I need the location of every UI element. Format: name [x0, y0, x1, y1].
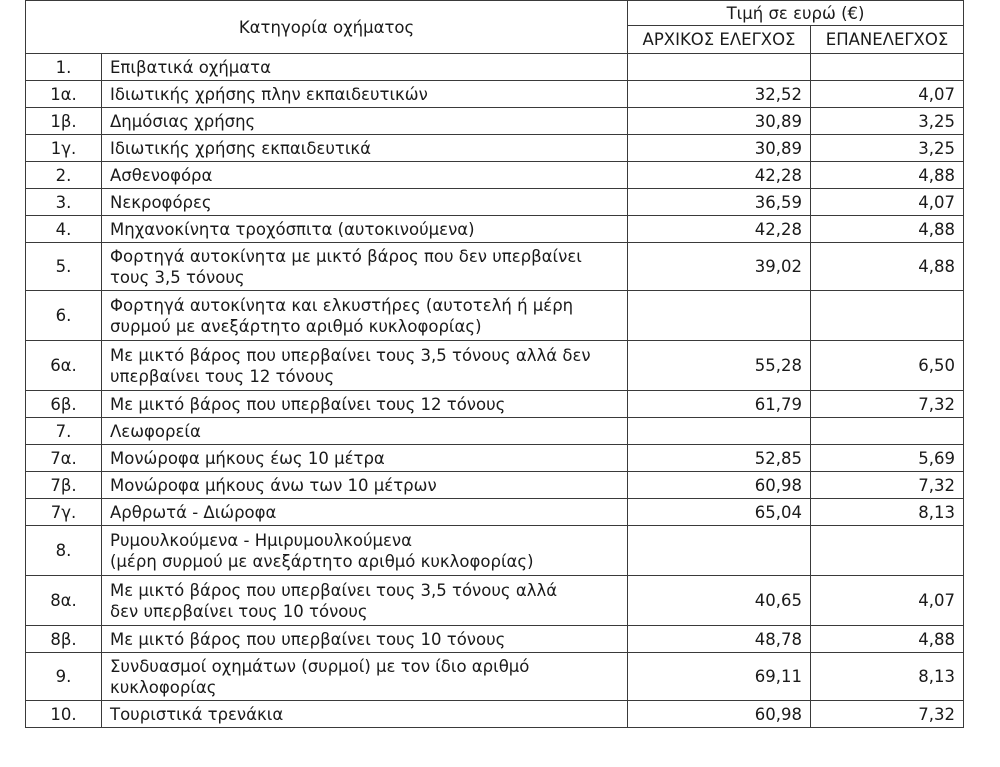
row-number: 8. [26, 526, 102, 576]
row-initial-price: 42,28 [628, 216, 811, 243]
table-row [26, 445, 964, 472]
inspection-fee-table [25, 0, 964, 728]
row-initial-price: 52,85 [628, 445, 811, 472]
row-number: 7β. [26, 472, 102, 499]
table-row [26, 653, 964, 701]
row-reinspection-price [811, 54, 964, 81]
row-category: Αρθρωτά - Διώροφα [102, 499, 628, 526]
row-initial-price: 36,59 [628, 189, 811, 216]
row-reinspection-price: 3,25 [811, 135, 964, 162]
row-number: 9. [26, 653, 102, 701]
category-line: Συνδυασμοί οχημάτων (συρμοί) με τον ίδιο αριθμό [110, 656, 530, 676]
category-line: τους 3,5 τόνους [110, 267, 245, 287]
row-reinspection-price: 4,88 [811, 626, 964, 653]
row-category [102, 653, 628, 701]
row-initial-price: 55,28 [628, 341, 811, 391]
row-category [102, 243, 628, 291]
row-reinspection-price [811, 291, 964, 341]
row-reinspection-price [811, 418, 964, 445]
row-initial-price [628, 526, 811, 576]
row-category: Τουριστικά τρενάκια [102, 701, 628, 728]
row-number: 6β. [26, 391, 102, 418]
table-body [26, 54, 964, 728]
table-row [26, 81, 964, 108]
table-row [26, 108, 964, 135]
category-line: κυκλοφορίας [110, 677, 217, 697]
row-number: 3. [26, 189, 102, 216]
row-reinspection-price: 8,13 [811, 653, 964, 701]
header-initial-inspection: ΑΡΧΙΚΟΣ ΕΛΕΓΧΟΣ [628, 26, 811, 54]
row-category [102, 526, 628, 576]
row-initial-price: 39,02 [628, 243, 811, 291]
category-line: Με μικτό βάρος που υπερβαίνει τους 3,5 τόνους αλλά [110, 580, 558, 600]
row-initial-price [628, 418, 811, 445]
row-category: Μονώροφα μήκους έως 10 μέτρα [102, 445, 628, 472]
row-reinspection-price: 4,07 [811, 81, 964, 108]
row-reinspection-price: 7,32 [811, 391, 964, 418]
table-row [26, 701, 964, 728]
table-row [26, 341, 964, 391]
row-reinspection-price: 4,07 [811, 189, 964, 216]
table-row [26, 135, 964, 162]
row-category: Με μικτό βάρος που υπερβαίνει τους 10 τόνους [102, 626, 628, 653]
table-row [26, 291, 964, 341]
table-header [26, 1, 964, 54]
row-number: 7γ. [26, 499, 102, 526]
row-initial-price: 32,52 [628, 81, 811, 108]
row-category: Νεκροφόρες [102, 189, 628, 216]
table-row [26, 626, 964, 653]
row-number: 6α. [26, 341, 102, 391]
row-initial-price: 65,04 [628, 499, 811, 526]
row-initial-price: 30,89 [628, 108, 811, 135]
row-initial-price [628, 291, 811, 341]
row-reinspection-price: 7,32 [811, 472, 964, 499]
row-reinspection-price: 4,07 [811, 576, 964, 626]
row-number: 2. [26, 162, 102, 189]
row-number: 10. [26, 701, 102, 728]
row-initial-price: 69,11 [628, 653, 811, 701]
table-row [26, 54, 964, 81]
row-category: Λεωφορεία [102, 418, 628, 445]
table-row [26, 189, 964, 216]
row-number: 8α. [26, 576, 102, 626]
row-initial-price: 40,65 [628, 576, 811, 626]
row-initial-price: 30,89 [628, 135, 811, 162]
row-category: Ιδιωτικής χρήσης πλην εκπαιδευτικών [102, 81, 628, 108]
category-line: υπερβαίνει τους 12 τόνους [110, 366, 335, 386]
row-category: Μηχανοκίνητα τροχόσπιτα (αυτοκινούμενα) [102, 216, 628, 243]
row-reinspection-price: 4,88 [811, 162, 964, 189]
row-reinspection-price: 8,13 [811, 499, 964, 526]
row-initial-price: 60,98 [628, 701, 811, 728]
category-line: Φορτηγά αυτοκίνητα και ελκυστήρες (αυτοτελή ή μέρη [110, 295, 574, 315]
row-reinspection-price: 7,32 [811, 701, 964, 728]
category-line: δεν υπερβαίνει τους 10 τόνους [110, 601, 368, 621]
row-category [102, 341, 628, 391]
row-number: 1β. [26, 108, 102, 135]
row-category: Δημόσιας χρήσης [102, 108, 628, 135]
row-number: 4. [26, 216, 102, 243]
table-row [26, 499, 964, 526]
row-reinspection-price: 3,25 [811, 108, 964, 135]
row-initial-price: 42,28 [628, 162, 811, 189]
row-reinspection-price: 6,50 [811, 341, 964, 391]
header-vehicle-category: Κατηγορία οχήματος [26, 1, 628, 54]
row-initial-price: 60,98 [628, 472, 811, 499]
table-row [26, 391, 964, 418]
table-row [26, 243, 964, 291]
row-initial-price: 61,79 [628, 391, 811, 418]
row-number: 6. [26, 291, 102, 341]
table-row [26, 472, 964, 499]
table-row [26, 576, 964, 626]
header-price-euro: Τιμή σε ευρώ (€) [628, 1, 964, 26]
row-number: 1γ. [26, 135, 102, 162]
row-reinspection-price [811, 526, 964, 576]
row-number: 8β. [26, 626, 102, 653]
row-initial-price: 48,78 [628, 626, 811, 653]
row-category: Ιδιωτικής χρήσης εκπαιδευτικά [102, 135, 628, 162]
row-initial-price [628, 54, 811, 81]
table-row [26, 162, 964, 189]
row-reinspection-price: 5,69 [811, 445, 964, 472]
row-category: Ασθενοφόρα [102, 162, 628, 189]
row-category: Επιβατικά οχήματα [102, 54, 628, 81]
table-row [26, 216, 964, 243]
row-category: Με μικτό βάρος που υπερβαίνει τους 12 τόνους [102, 391, 628, 418]
row-number: 1. [26, 54, 102, 81]
category-line: (μέρη συρμού με ανεξάρτητο αριθμό κυκλοφορίας) [110, 551, 534, 571]
category-line: συρμού με ανεξάρτητο αριθμό κυκλοφορίας) [110, 316, 482, 336]
category-line: Με μικτό βάρος που υπερβαίνει τους 3,5 τόνους αλλά δεν [110, 345, 591, 365]
row-category: Μονώροφα μήκους άνω των 10 μέτρων [102, 472, 628, 499]
category-line: Ρυμουλκούμενα - Ημιρυμουλκούμενα [110, 530, 413, 550]
row-number: 7. [26, 418, 102, 445]
row-reinspection-price: 4,88 [811, 243, 964, 291]
row-number: 5. [26, 243, 102, 291]
row-number: 7α. [26, 445, 102, 472]
table-row [26, 526, 964, 576]
header-reinspection: ΕΠΑΝΕΛΕΓΧΟΣ [811, 26, 964, 54]
row-reinspection-price: 4,88 [811, 216, 964, 243]
table-row [26, 418, 964, 445]
row-category [102, 291, 628, 341]
row-category [102, 576, 628, 626]
row-number: 1α. [26, 81, 102, 108]
category-line: Φορτηγά αυτοκίνητα με μικτό βάρος που δεν υπερβαίνει [110, 246, 582, 266]
